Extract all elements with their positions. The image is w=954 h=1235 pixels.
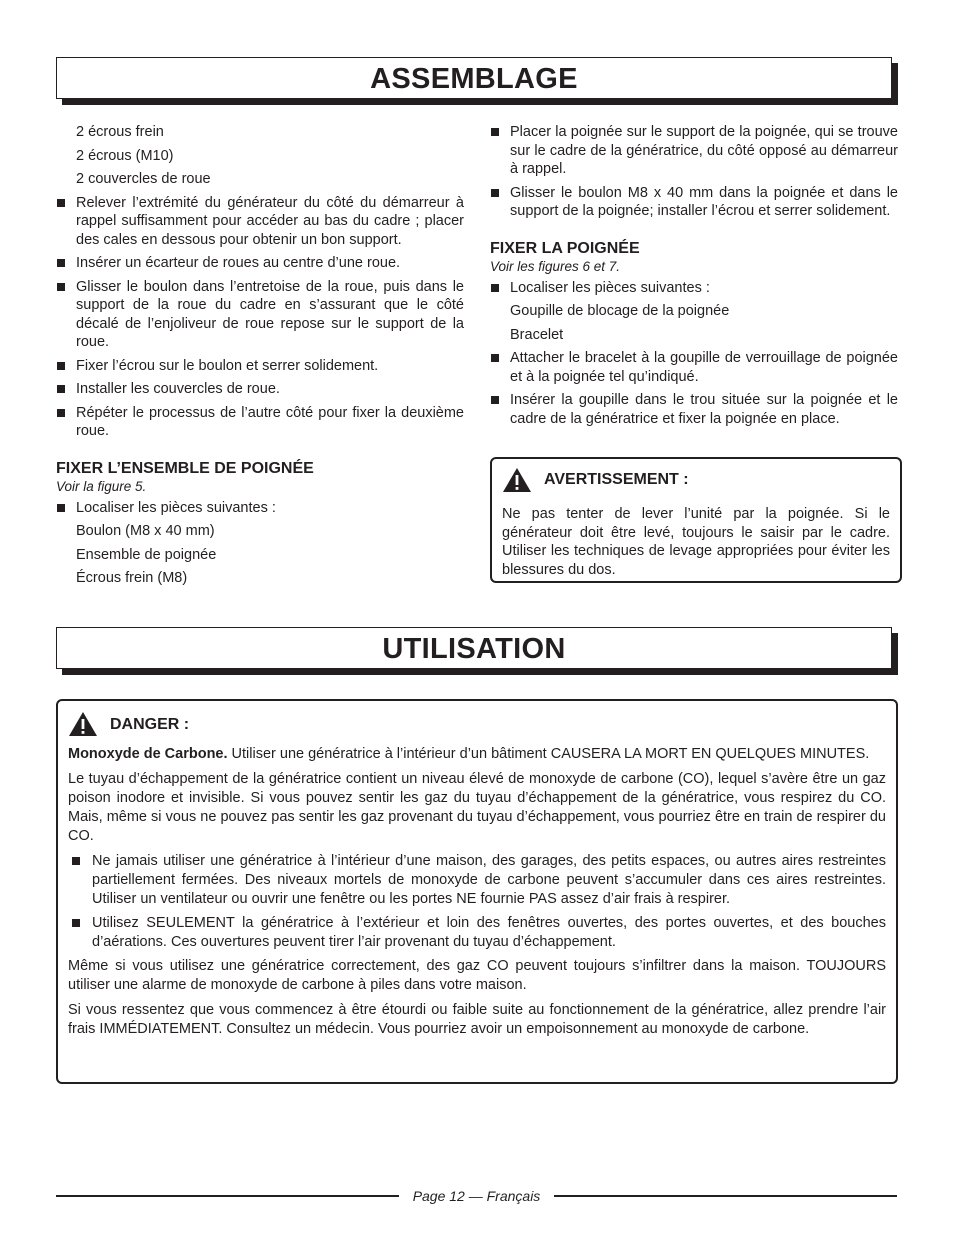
danger-title: DANGER : — [110, 715, 190, 733]
left-column — [56, 123, 464, 593]
bullet-square-icon — [57, 385, 65, 393]
list-item: Localiser les pièces suivantes : — [56, 499, 464, 518]
list-item: Insérer un écarteur de roues au centre d’une roue. — [56, 254, 464, 273]
list-item: Ne jamais utiliser une génératrice à l’intérieur d’une maison, des garages, des petits espaces, ou autres aires restreintes partiellement fermées. Des niveaux mortels de monoxyde de carbone peuvent s’accumuler dans ces aires restreintes. Utiliser un ventilateur ou ouvrir une fenêtre ou les portes NE fournie PAS assez d’air frais à respirer. — [68, 852, 886, 909]
assemblage-title: ASSEMBLAGE — [370, 63, 578, 95]
page-number: Page 12 — Français — [412, 1188, 541, 1204]
figure-reference: Voir les figures 6 et 7. — [490, 258, 621, 274]
bullet-square-icon — [57, 362, 65, 370]
list-item: Installer les couvercles de roue. — [56, 380, 464, 399]
danger-lead — [68, 745, 886, 764]
list-item: Utilisez SEULEMENT la génératrice à l’extérieur et loin des fenêtres ouvertes, des portes ouvertes, et des bouches d’aérations. Ces ouvertures peuvent tirer l’air provenant du tuyau d’échappement. — [68, 914, 886, 952]
list-item: Glisser le boulon dans l’entretoise de la roue, puis dans le support de la roue du cadre en s’assurant que le côté décalé de l’enjoliveur de roue repose sur le support de la roue. — [56, 278, 464, 352]
list-item: Répéter le processus de l’autre côté pour fixer la deuxième roue. — [56, 404, 464, 441]
footer-rule-left — [56, 1195, 399, 1197]
bullet-square-icon — [57, 199, 65, 207]
list-item: Attacher le bracelet à la goupille de verrouillage de poignée et à la poignée tel qu’indiqué. — [490, 349, 898, 386]
part-item: Goupille de blocage de la poignée — [510, 303, 730, 319]
danger-lead-text: Utiliser une génératrice à l’intérieur d’un bâtiment CAUSERA LA MORT EN QUELQUES MINUTES. — [227, 746, 870, 762]
warning-header — [502, 467, 890, 493]
section-heading: FIXER L’ENSEMBLE DE POIGNÉE — [56, 459, 314, 477]
part-item: 2 écrous frein — [76, 124, 164, 140]
bullet-square-icon — [491, 284, 499, 292]
danger-lead-bold: Monoxyde de Carbone. — [68, 746, 228, 762]
right-column — [490, 123, 898, 433]
utilisation-title: UTILISATION — [382, 633, 566, 665]
danger-paragraph: Le tuyau d’échappement de la génératrice contient un niveau élevé de monoxyde de carbone (CO), lequel s’avère être un gaz poison inodore et invisible. Si vous pouvez sentir les gaz du tuyau d’échappement de la génératrice, vous respirez du CO. Mais, même si vous ne pouvez pas sentir les gaz provenant du tuyau d’échappement, vous pourriez être en train de respirer du CO. — [68, 771, 886, 844]
bullet-square-icon — [72, 857, 80, 865]
bullet-square-icon — [491, 354, 499, 362]
part-item: Bracelet — [510, 326, 564, 343]
bullet-square-icon — [491, 396, 499, 404]
warning-triangle-icon — [502, 467, 532, 493]
utilisation-banner — [56, 627, 892, 669]
danger-paragraph: Même si vous utilisez une génératrice correctement, des gaz CO peuvent toujours s’infiltrer dans la maison. TOUJOURS utiliser une alarme de monoxyde de carbone à piles dans votre maison. — [68, 958, 886, 993]
bullet-square-icon — [57, 409, 65, 417]
warning-box — [490, 457, 902, 583]
list-item: Placer la poignée sur le support de la poignée, qui se trouve sur le cadre de la génératrice, du côté opposé au démarreur à rappel. — [490, 123, 898, 179]
list-item: Relever l’extrémité du générateur du côté du démarreur à rappel suffisamment pour accéder au bas du cadre ; placer des cales en dessous pour obtenir un bon support. — [56, 194, 464, 250]
list-item: Localiser les pièces suivantes : — [490, 279, 898, 298]
assemblage-banner — [56, 57, 892, 99]
page-footer — [56, 1186, 897, 1206]
warning-title: AVERTISSEMENT : — [544, 470, 689, 488]
bullet-square-icon — [491, 189, 499, 197]
list-item: Insérer la goupille dans le trou située sur la poignée et le cadre de la génératrice et fixer la poignée en place. — [490, 391, 898, 428]
list-item: Fixer l’écrou sur le boulon et serrer solidement. — [56, 357, 464, 376]
section-heading: FIXER LA POIGNÉE — [490, 239, 640, 257]
footer-rule-right — [554, 1195, 897, 1197]
warning-text: Ne pas tenter de lever l’unité par la poignée. Si le générateur doit être levé, toujours le saisir par le cadre. Utiliser les techniques de levage appropriées pour éviter les blessures du dos. — [502, 506, 890, 578]
part-item: Boulon (M8 x 40 mm) — [76, 523, 215, 539]
part-item: 2 écrous (M10) — [76, 147, 174, 164]
figure-reference: Voir la figure 5. — [56, 478, 147, 494]
danger-header — [68, 711, 886, 737]
list-item: Glisser le boulon M8 x 40 mm dans la poignée et dans le support de la poignée; installer l’écrou et serrer solidement. — [490, 184, 898, 221]
warning-triangle-icon — [68, 711, 98, 737]
bullet-square-icon — [57, 259, 65, 267]
part-item: Ensemble de poignée — [76, 546, 217, 563]
bullet-square-icon — [57, 283, 65, 291]
bullet-square-icon — [72, 919, 80, 927]
part-item: Écrous frein (M8) — [76, 570, 188, 586]
bullet-square-icon — [491, 128, 499, 136]
danger-paragraph: Si vous ressentez que vous commencez à être étourdi ou faible suite au fonctionnement de la génératrice, allez prendre l’air frais IMMÉDIATEMENT. Consultez un médecin. Vous pourriez avoir un empoisonnement au monoxyde de carbone. — [68, 1002, 886, 1037]
bullet-square-icon — [57, 504, 65, 512]
part-item: 2 couvercles de roue — [76, 171, 211, 187]
danger-box — [56, 699, 898, 1084]
